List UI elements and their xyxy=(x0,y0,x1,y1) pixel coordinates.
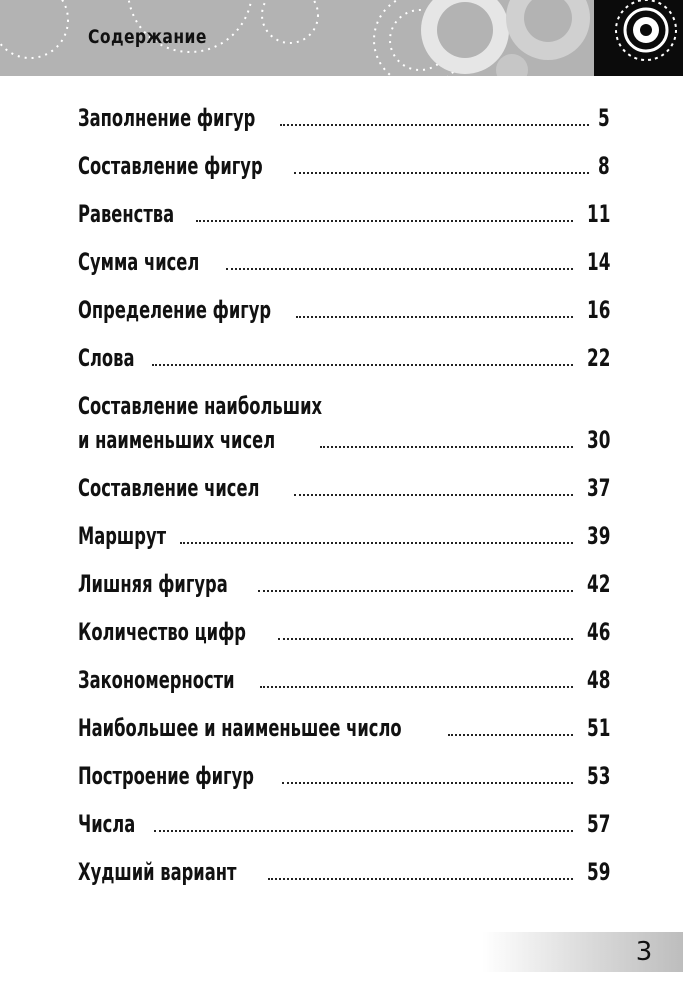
toc-entry-title: Равенства xyxy=(78,200,175,228)
toc-entry-title: Заполнение фигур xyxy=(78,104,256,132)
toc-entry-page: 48 xyxy=(586,666,610,694)
toc-entry-title: Слова xyxy=(78,344,135,372)
toc-entry-title: Составление фигур xyxy=(78,152,263,180)
spiral-circle-icon xyxy=(594,0,683,76)
toc-entry-title: Наибольшее и наименьшее число xyxy=(78,714,402,742)
dot-leader xyxy=(268,876,573,880)
toc-entry[interactable] xyxy=(78,152,610,186)
dot-leader xyxy=(226,266,573,270)
dot-leader xyxy=(294,492,573,496)
dot-leader xyxy=(448,732,573,736)
toc-entry[interactable] xyxy=(78,200,610,234)
toc-entry-page: 14 xyxy=(586,248,610,276)
dot-leader xyxy=(320,444,573,448)
toc-entry[interactable] xyxy=(78,858,610,892)
toc-entry[interactable] xyxy=(78,570,610,604)
dot-leader xyxy=(180,540,573,544)
toc-entry-page: 46 xyxy=(586,618,610,646)
toc-entry[interactable] xyxy=(78,810,610,844)
dot-leader xyxy=(154,828,573,832)
toc-entry-title: Числа xyxy=(78,810,136,838)
dot-leader xyxy=(260,684,573,688)
toc-entry-title: Построение фигур xyxy=(78,762,254,790)
page-title: Содержание xyxy=(88,26,207,48)
toc-entry-page: 51 xyxy=(586,714,610,742)
dot-leader xyxy=(282,780,573,784)
toc-entry-title: Закономерности xyxy=(78,666,235,694)
header-band xyxy=(0,0,683,76)
toc-entry[interactable] xyxy=(78,474,610,508)
dot-leader xyxy=(280,122,589,126)
toc-entry-title-line2: и наименьших чисел xyxy=(78,426,276,454)
toc-entry-title: Лишняя фигура xyxy=(78,570,228,598)
toc-entry-page: 11 xyxy=(586,200,610,228)
toc-entry-title: Определение фигур xyxy=(78,296,272,324)
toc-entry-title: Сумма чисел xyxy=(78,248,200,276)
toc-entry-page: 16 xyxy=(586,296,610,324)
toc-entry[interactable] xyxy=(78,762,610,796)
table-of-contents xyxy=(78,104,610,906)
toc-entry[interactable] xyxy=(78,392,610,460)
corner-block xyxy=(594,0,683,76)
dot-leader xyxy=(278,636,573,640)
toc-entry[interactable] xyxy=(78,714,610,748)
toc-entry-page: 30 xyxy=(586,426,610,454)
dot-leader xyxy=(196,218,573,222)
toc-entry[interactable] xyxy=(78,248,610,282)
toc-entry[interactable] xyxy=(78,104,610,138)
toc-entry[interactable] xyxy=(78,522,610,556)
toc-entry-page: 8 xyxy=(598,152,610,180)
toc-entry[interactable] xyxy=(78,296,610,330)
dot-leader xyxy=(258,588,573,592)
toc-entry-title-line1: Составление наибольших xyxy=(78,392,323,420)
toc-entry-title: Маршрут xyxy=(78,522,167,550)
toc-entry-page: 5 xyxy=(598,104,610,132)
toc-entry-title: Составление чисел xyxy=(78,474,260,502)
dot-leader xyxy=(296,314,573,318)
toc-entry-title: Количество цифр xyxy=(78,618,246,646)
toc-entry-page: 37 xyxy=(586,474,610,502)
toc-entry-page: 59 xyxy=(586,858,610,886)
toc-entry-page: 22 xyxy=(586,344,610,372)
page-number: 3 xyxy=(635,937,653,967)
toc-entry[interactable] xyxy=(78,618,610,652)
toc-entry-page: 39 xyxy=(586,522,610,550)
toc-entry-page: 53 xyxy=(586,762,610,790)
dot-leader xyxy=(152,362,573,366)
toc-entry-page: 57 xyxy=(586,810,610,838)
toc-entry[interactable] xyxy=(78,344,610,378)
toc-entry[interactable] xyxy=(78,666,610,700)
toc-entry-title: Худший вариант xyxy=(78,858,237,886)
toc-entry-page: 42 xyxy=(586,570,610,598)
dot-leader xyxy=(294,170,589,174)
